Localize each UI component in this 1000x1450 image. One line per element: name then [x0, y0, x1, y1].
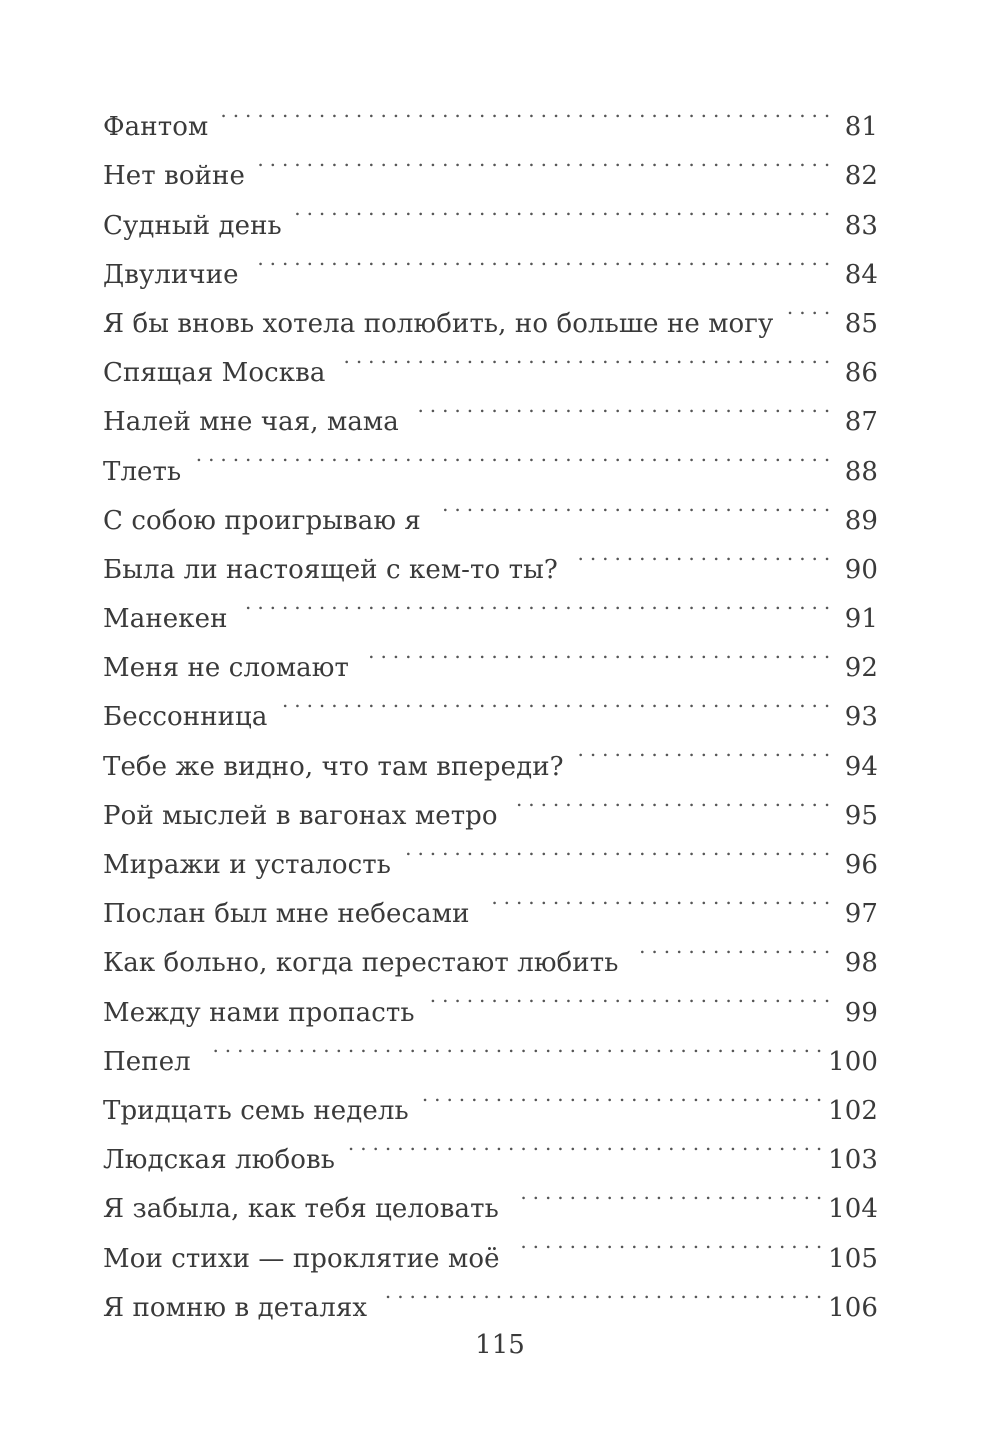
- toc-entry-page: 92: [844, 653, 878, 684]
- toc-entry-page: 82: [844, 161, 878, 192]
- toc-entry-title: Пепел: [103, 1046, 191, 1077]
- toc-entry-title: Я помню в деталях: [103, 1292, 368, 1323]
- toc-entry-title: Меня не сломают: [103, 653, 349, 684]
- dot-leader: [632, 922, 832, 971]
- dot-leader: [253, 234, 832, 283]
- toc-entry-page: 104: [828, 1194, 878, 1225]
- toc-entry-title: Налей мне чая, мама: [103, 407, 399, 438]
- toc-entry-page: 94: [844, 751, 878, 782]
- dot-leader: [363, 627, 832, 676]
- toc-entry-page: 90: [844, 554, 878, 585]
- toc-entry-title: Послан был мне небесами: [103, 899, 470, 930]
- dot-leader: [259, 135, 832, 184]
- toc-entry[interactable]: [103, 480, 878, 536]
- dot-leader: [242, 578, 832, 627]
- dot-leader: [340, 332, 833, 381]
- toc-entry-title: Миражи и усталость: [103, 850, 392, 880]
- dot-leader: [281, 676, 832, 725]
- toc-entry-title: Рой мыслей в вагонах метро: [103, 800, 498, 831]
- dot-leader: [514, 1217, 824, 1266]
- dot-leader: [222, 86, 832, 135]
- toc-entry[interactable]: [103, 430, 878, 487]
- toc-entry[interactable]: [103, 1070, 878, 1126]
- toc-entry-title: Спящая Москва: [103, 358, 326, 389]
- toc-entry-page: 85: [844, 308, 878, 339]
- toc-entry-title: Была ли настоящей с кем-то ты?: [103, 554, 558, 585]
- toc-entry-title: Я бы вновь хотела полюбить, но больше не могу: [103, 308, 774, 339]
- dot-leader: [484, 873, 832, 922]
- dot-leader: [405, 824, 832, 873]
- dot-leader: [578, 725, 832, 774]
- toc-entry-title: Нет войне: [103, 161, 245, 192]
- toc-entry-page: 93: [844, 702, 878, 733]
- toc-entry-page: 102: [828, 1095, 878, 1126]
- toc-entry-page: 97: [844, 899, 878, 930]
- dot-leader: [572, 529, 832, 578]
- dot-leader: [787, 283, 832, 332]
- toc-entry-page: 98: [844, 948, 878, 979]
- dot-leader: [512, 775, 832, 824]
- toc-entry-page: 83: [844, 210, 878, 241]
- toc-entry-title: С собою проигрываю я: [103, 505, 421, 536]
- dot-leader: [205, 1021, 824, 1070]
- toc-entry-page: 95: [844, 800, 878, 831]
- toc-entry-page: 105: [828, 1243, 878, 1274]
- toc-entry-page: 88: [844, 456, 878, 487]
- toc-entry-title: Фантом: [103, 112, 209, 143]
- dot-leader: [435, 480, 832, 529]
- toc-entry-title: Как больно, когда перестают любить: [103, 948, 619, 979]
- dot-leader: [413, 381, 832, 430]
- toc-entry-title: Судный день: [103, 210, 282, 241]
- toc-entry-title: Двуличие: [103, 259, 239, 290]
- toc-entry-page: 84: [844, 259, 878, 290]
- toc-entry-page: 103: [828, 1145, 878, 1176]
- toc-entry-title: Я забыла, как тебя целовать: [103, 1194, 499, 1225]
- toc-entry-page: 89: [844, 505, 878, 536]
- dot-leader: [381, 1267, 824, 1316]
- toc-entry-title: Людская любовь: [103, 1145, 335, 1176]
- toc-entry-page: 81: [844, 112, 878, 143]
- toc-entry[interactable]: [103, 86, 878, 143]
- toc-entry-title: Бессонница: [103, 702, 268, 733]
- toc-entry-page: 86: [844, 358, 878, 389]
- toc-entry-title: Между нами пропасть: [103, 997, 415, 1028]
- toc-entry-page: 100: [828, 1046, 878, 1077]
- toc-entry-page: 99: [844, 997, 878, 1028]
- toc-entry-page: 96: [844, 850, 878, 880]
- dot-leader: [349, 1119, 824, 1168]
- dot-leader: [429, 971, 832, 1020]
- toc-entry-page: 87: [844, 407, 878, 438]
- toc-entry-page: 106: [828, 1292, 878, 1323]
- dot-leader: [296, 184, 832, 233]
- dot-leader: [513, 1168, 824, 1217]
- toc-entry[interactable]: [103, 1021, 878, 1077]
- dot-leader: [195, 430, 832, 479]
- dot-leader: [423, 1070, 824, 1119]
- toc-entry-page: 91: [844, 604, 878, 635]
- table-of-contents: [103, 86, 878, 1323]
- toc-entry-title: Тридцать семь недель: [103, 1095, 409, 1126]
- toc-entry-title: Манекен: [103, 604, 228, 635]
- toc-entry-title: Мои стихи — проклятие моё: [103, 1243, 500, 1274]
- toc-entry-title: Тебе же видно, что там впереди?: [103, 751, 564, 782]
- toc-entry-title: Тлеть: [103, 456, 182, 487]
- page-number: 115: [475, 1330, 525, 1360]
